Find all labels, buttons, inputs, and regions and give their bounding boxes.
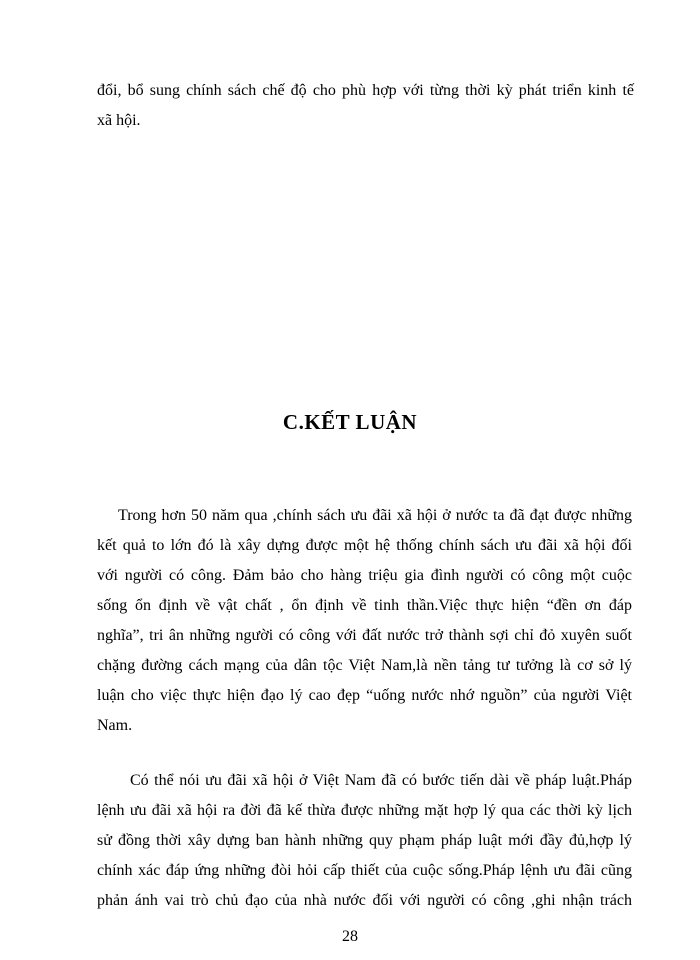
section-heading: C.KẾT LUẬN [282,410,418,434]
top-paragraph-line-1: đổi, bổ sung chính sách chế độ cho phù hợp với từng thời kỳ phát triển kinh tế [97,82,634,99]
paragraph-1-line-8: Nam. [97,717,133,734]
paragraph-2-line-3: sử đồng thời xây dựng ban hành những quy phạm pháp luật mới đầy đủ,hợp lý [97,832,632,849]
paragraph-2-line-1: Có thể nói ưu đãi xã hội ở Việt Nam đã có bước tiến dài về pháp luật.Pháp [130,772,632,789]
paragraph-2-line-5: phản ánh vai trò chủ đạo của nhà nước đối với người có công ,ghi nhận trách [97,892,632,909]
page-number: 28 [342,928,358,945]
paragraph-2-line-2: lệnh ưu đãi xã hội ra đời đã kế thừa được những mặt hợp lý qua các thời kỳ lịch [97,802,632,819]
paragraph-1-line-3: với người có công. Đảm bảo cho hàng triệu gia đình người có công một cuộc [97,567,632,584]
paragraph-1-line-6: chặng đường cách mạng của dân tộc Việt Nam,là nền tảng tư tưởng là cơ sở lý [97,657,632,674]
paragraph-1-line-1: Trong hơn 50 năm qua ,chính sách ưu đãi xã hội ở nước ta đã đạt được những [118,507,632,524]
paragraph-1-line-7: luận cho việc thực hiện đạo lý cao đẹp “uống nước nhớ nguồn” của người Việt [97,687,632,704]
top-paragraph-line-2: xã hội. [97,112,141,129]
paragraph-1-line-4: sống ổn định về vật chất , ổn định về tinh thần.Việc thực hiện “đền ơn đáp [97,597,632,614]
paragraph-2-line-4: chính xác đáp ứng những đòi hỏi cấp thiết của cuộc sống.Pháp lệnh ưu đãi cũng [97,862,632,879]
paragraph-1-line-5: nghĩa”, tri ân những người có công với đất nước trở thành sợi chỉ đỏ xuyên suốt [97,627,632,644]
paragraph-1-line-2: kết quả to lớn đó là xây dựng được một hệ thống chính sách ưu đãi xã hội đối [97,537,632,554]
